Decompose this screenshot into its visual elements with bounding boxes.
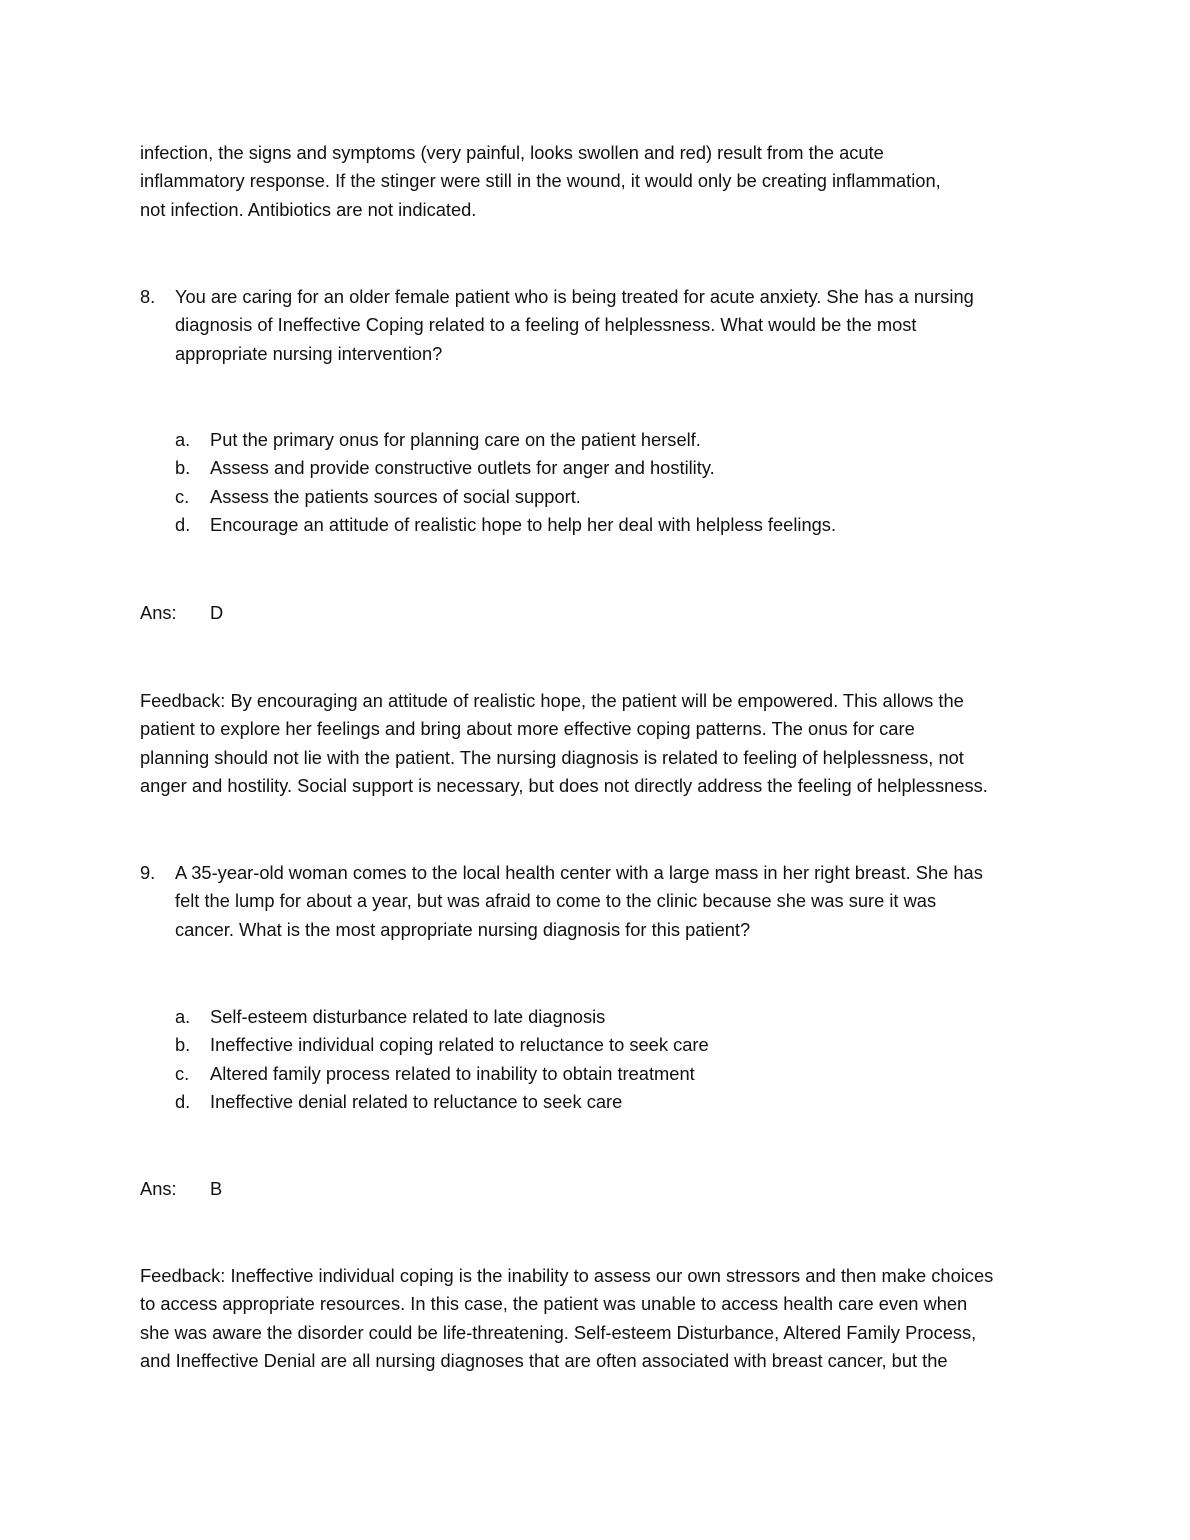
feedback-line: Feedback: Ineffective individual coping is the inability to assess our own stressors and then make choices bbox=[140, 1265, 994, 1286]
option-c bbox=[140, 1060, 1090, 1088]
option-text: Ineffective individual coping related to reluctance to seek care bbox=[210, 1034, 709, 1056]
option-letter: b. bbox=[175, 1034, 191, 1056]
question-line: felt the lump for about a year, but was afraid to come to the clinic because she was sure it was bbox=[175, 890, 937, 912]
feedback-line: and Ineffective Denial are all nursing diagnoses that are often associated with breast cancer, but the bbox=[140, 1350, 948, 1372]
option-d bbox=[140, 1088, 1090, 1116]
feedback-8 bbox=[140, 687, 988, 801]
previous-feedback bbox=[140, 139, 941, 224]
option-letter: d. bbox=[175, 1091, 191, 1113]
answer-8 bbox=[140, 599, 440, 627]
question-line: A 35-year-old woman comes to the local health center with a large mass in her right breast. She has bbox=[175, 862, 983, 883]
option-b bbox=[140, 1031, 1090, 1059]
question-line: diagnosis of Ineffective Coping related to a feeling of helplessness. What would be the most bbox=[175, 314, 917, 336]
option-c bbox=[140, 483, 1090, 511]
question-8 bbox=[140, 283, 1090, 368]
option-letter: a. bbox=[175, 429, 191, 450]
feedback-9 bbox=[140, 1262, 993, 1376]
option-text: Self-esteem disturbance related to late diagnosis bbox=[210, 1006, 606, 1027]
question-line: You are caring for an older female patient who is being treated for acute anxiety. She has a nursing bbox=[175, 286, 974, 307]
question-line: cancer. What is the most appropriate nursing diagnosis for this patient? bbox=[175, 918, 751, 940]
answer-value: B bbox=[210, 1178, 223, 1199]
question-8-options bbox=[140, 426, 1090, 540]
answer-label: Ans: bbox=[140, 602, 177, 623]
option-letter: a. bbox=[175, 1006, 191, 1027]
option-a bbox=[140, 426, 1090, 454]
feedback-line: Feedback: By encouraging an attitude of realistic hope, the patient will be empowered. This allows the bbox=[140, 690, 964, 711]
option-text: Put the primary onus for planning care on the patient herself. bbox=[210, 429, 701, 450]
option-letter: b. bbox=[175, 457, 191, 479]
text-line: inflammatory response. If the stinger were still in the wound, it would only be creating inflammation, bbox=[140, 170, 941, 192]
option-d bbox=[140, 511, 1090, 539]
question-9-options bbox=[140, 1003, 1090, 1117]
option-text: Ineffective denial related to reluctance to seek care bbox=[210, 1091, 623, 1113]
option-text: Assess the patients sources of social support. bbox=[210, 485, 581, 507]
option-letter: c. bbox=[175, 1062, 190, 1084]
option-b bbox=[140, 454, 1090, 482]
option-letter: d. bbox=[175, 514, 191, 536]
text-line: not infection. Antibiotics are not indicated. bbox=[140, 198, 477, 220]
question-9 bbox=[140, 859, 1090, 944]
answer-label: Ans: bbox=[140, 1178, 177, 1199]
feedback-line: planning should not lie with the patient. The nursing diagnosis is related to feeling of helplessness, not bbox=[140, 746, 964, 768]
feedback-line: she was aware the disorder could be life-threatening. Self-esteem Disturbance, Altered Family Process, bbox=[140, 1321, 977, 1343]
question-number: 8. bbox=[140, 286, 156, 307]
question-number: 9. bbox=[140, 862, 156, 883]
option-text: Encourage an attitude of realistic hope to help her deal with helpless feelings. bbox=[210, 514, 837, 536]
option-a bbox=[140, 1003, 1090, 1031]
answer-value: D bbox=[210, 602, 224, 623]
option-letter: c. bbox=[175, 485, 190, 507]
text-line: infection, the signs and symptoms (very painful, looks swollen and red) result from the acute bbox=[140, 142, 884, 163]
question-line: appropriate nursing intervention? bbox=[175, 342, 443, 364]
feedback-line: to access appropriate resources. In this case, the patient was unable to access health care even when bbox=[140, 1293, 968, 1315]
option-text: Assess and provide constructive outlets for anger and hostility. bbox=[210, 457, 715, 479]
answer-9 bbox=[140, 1175, 440, 1203]
option-text: Altered family process related to inability to obtain treatment bbox=[210, 1062, 695, 1084]
feedback-line: patient to explore her feelings and bring about more effective coping patterns. The onus for care bbox=[140, 718, 915, 740]
feedback-line: anger and hostility. Social support is necessary, but does not directly address the feeling of helplessness. bbox=[140, 775, 988, 797]
